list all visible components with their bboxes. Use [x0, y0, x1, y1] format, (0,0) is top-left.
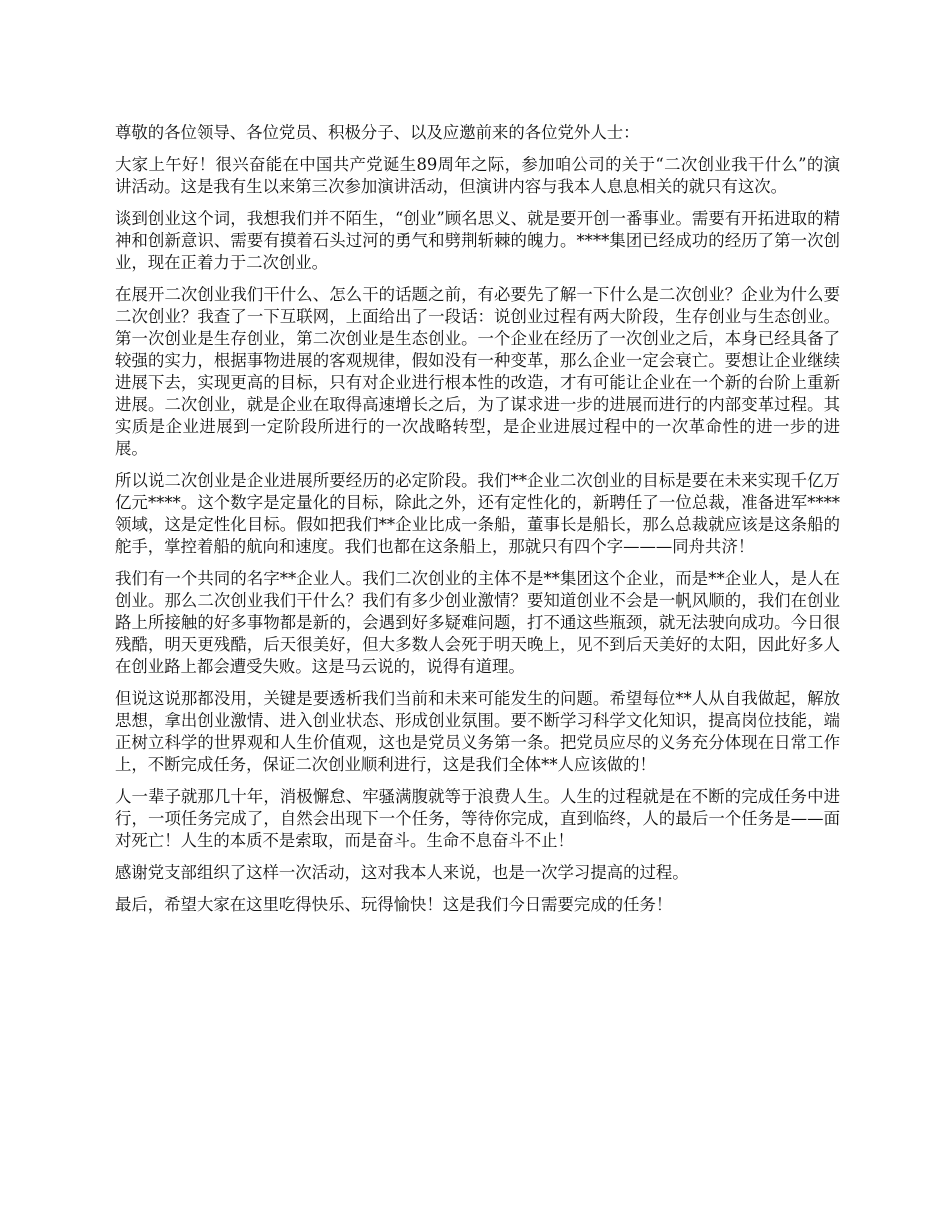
paragraph-common-name: 我们有一个共同的名字**企业人。我们二次创业的主体不是**集团这个企业，而是**企业人，是人在创业。那么二次创业我们干什么？我们有多少创业激情？要知道创业不会是一帆风顺的，我们在创业路上所接触的好多事物都是新的，会遇到好多疑难问题，打不通这些瓶颈，就无法驶向成功。今日很残酷，明天更残酷，后天很美好，但大多数人会死于明天晚上，见不到后天美好的太阳，因此好多人在创业路上都会遭受失败。这是马云说的，说得有道理。: [115, 569, 840, 676]
paragraph-thanks: 感谢党支部组织了这样一次活动，这对我本人来说，也是一次学习提高的过程。: [115, 863, 689, 882]
paragraph-opening: 大家上午好！很兴奋能在中国共产党诞生89周年之际，参加咱公司的关于“二次创业我干什么”的演讲活动。这是我有生以来第三次参加演讲活动，但演讲内容与我本人息息相关的就只有这次。: [115, 155, 840, 196]
paragraph-entrepreneurship: 谈到创业这个词，我想我们并不陌生，“创业”顾名思义、就是要开创一番事业。需要有开拓进取的精神和创新意识、需要有摸着石头过河的勇气和劈荆斩棘的魄力。****集团已经成功的经历了第一次创业，现在正着力于二次创业。: [115, 209, 840, 272]
document-body: [115, 122, 840, 926]
paragraph-problems: 但说这说那都没用，关键是要透析我们当前和未来可能发生的问题。希望每位**人从自我做起，解放思想，拿出创业激情、进入创业状态、形成创业氛围。要不断学习科学文化知识，提高岗位技能，端正树立科学的世界观和人生价值观，这也是党员义务第一条。把党员应尽的义务充分体现在日常工作上，不断完成任务，保证二次创业顺利进行，这是我们全体**人应该做的！: [115, 689, 840, 774]
paragraph-life: 人一辈子就那几十年，消极懈怠、牢骚满腹就等于浪费人生。人生的过程就是在不断的完成任务中进行，一项任务完成了，自然会出现下一个任务，等待你完成，直到临终，人的最后一个任务是——面对死亡！人生的本质不是索取，而是奋斗。生命不息奋斗不止！: [115, 787, 840, 850]
paragraph-goals: 所以说二次创业是企业进展所要经历的必定阶段。我们**企业二次创业的目标是要在未来实现千亿万亿元****。这个数字是定量化的目标，除此之外，还有定性化的，新聘任了一位总裁，准备进军****领域，这是定性化目标。假如把我们**企业比成一条船，董事长是船长，那么总裁就应该是这条船的舵手，掌控着船的航向和速度。我们也都在这条船上，那就只有四个字———同舟共济！: [115, 471, 840, 556]
paragraph-second-venture-definition: 在展开二次创业我们干什么、怎么干的话题之前，有必要先了解一下什么是二次创业？企业为什么要二次创业？我查了一下互联网，上面给出了一段话：说创业过程有两大阶段，生存创业与生态创业。第一次创业是生存创业，第二次创业是生态创业。一个企业在经历了一次创业之后，本身已经具备了较强的实力，根据事物进展的客观规律，假如没有一种变革，那么企业一定会衰亡。要想让企业继续进展下去，实现更高的目标，只有对企业进行根本性的改造，才有可能让企业在一个新的台阶上重新进展。二次创业，就是企业在取得高速增长之后，为了谋求进一步的进展而进行的内部变革过程。其实质是企业进展到一定阶段所进行的一次战略转型，是企业进展过程中的一次革命性的进一步的进展。: [115, 285, 840, 458]
salutation: 尊敬的各位领导、各位党员、积极分子、以及应邀前来的各位党外人士：: [115, 123, 640, 142]
paragraph-closing: 最后，希望大家在这里吃得快乐、玩得愉快！这是我们今日需要完成的任务！: [115, 895, 673, 914]
